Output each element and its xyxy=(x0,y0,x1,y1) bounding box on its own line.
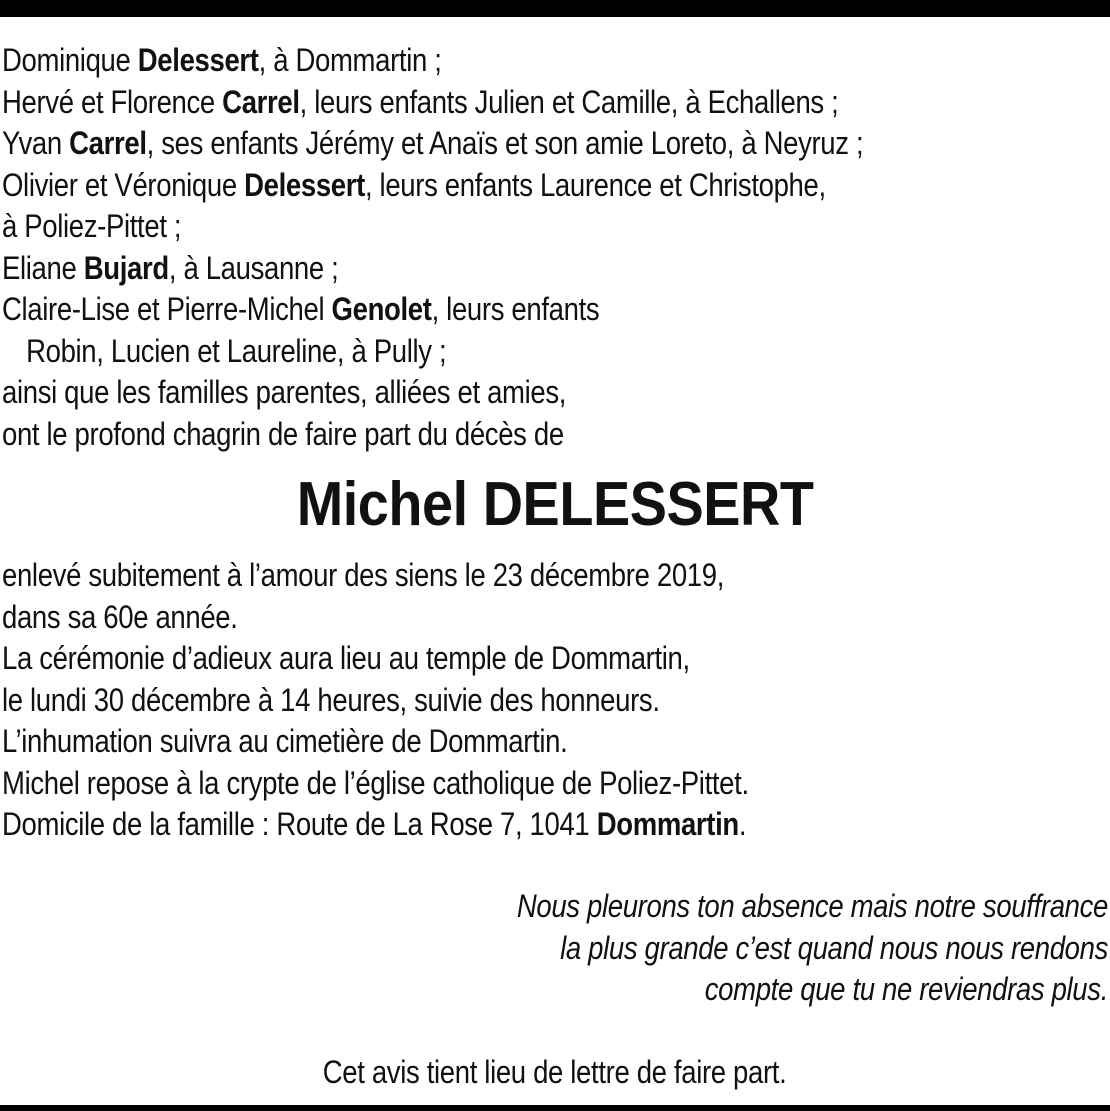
family-line: ainsi que les familles parentes, alliées et amies, xyxy=(2,374,567,410)
deceased-name: Michel DELESSERT xyxy=(296,470,814,539)
detail-line: dans sa 60e année. xyxy=(2,598,238,635)
family-line: Olivier et Véronique Delessert, leurs enfants Laurence et Christophe, xyxy=(2,166,826,203)
detail-line: le lundi 30 décembre à 14 heures, suivie des honneurs. xyxy=(2,681,660,718)
family-line: ont le profond chagrin de faire part du décès de xyxy=(2,415,564,452)
detail-line: Michel repose à la crypte de l’église catholique de Poliez-Pittet. xyxy=(2,764,749,801)
quote-line: Nous pleurons ton absence mais notre souffrance xyxy=(516,888,1108,924)
family-line: Dominique Delessert, à Dommartin ; xyxy=(2,42,442,78)
detail-line: Domicile de la famille : Route de La Rose 7, 1041 Dommartin. xyxy=(2,806,747,842)
detail-line: enlevé subitement à l’amour des siens le 23 décembre 2019, xyxy=(2,557,725,593)
detail-line: La cérémonie d’adieux aura lieu au temple de Dommartin, xyxy=(2,640,690,676)
detail-line: L’inhumation suivra au cimetière de Dommartin. xyxy=(2,723,568,759)
memorial-quote xyxy=(334,886,1108,1011)
quote-line: la plus grande c’est quand nous nous rendons xyxy=(560,929,1108,966)
family-list xyxy=(2,40,953,455)
family-line: à Poliez-Pittet ; xyxy=(2,208,182,244)
family-line: Hervé et Florence Carrel, leurs enfants Julien et Camille, à Echallens ; xyxy=(2,83,839,120)
family-line: Eliane Bujard, à Lausanne ; xyxy=(2,249,339,286)
notice-text: Cet avis tient lieu de lettre de faire part. xyxy=(323,1054,787,1090)
ceremony-details xyxy=(2,555,953,846)
family-line: Claire-Lise et Pierre-Michel Genolet, leurs enfants xyxy=(2,291,600,327)
quote-line: compte que tu ne reviendras plus. xyxy=(704,971,1108,1007)
family-line: Yvan Carrel, ses enfants Jérémy et Anaïs et son amie Loreto, à Neyruz ; xyxy=(2,125,864,161)
bottom-rule xyxy=(0,1105,1110,1111)
top-rule xyxy=(0,0,1110,17)
family-line: Robin, Lucien et Laureline, à Pully ; xyxy=(26,332,447,369)
